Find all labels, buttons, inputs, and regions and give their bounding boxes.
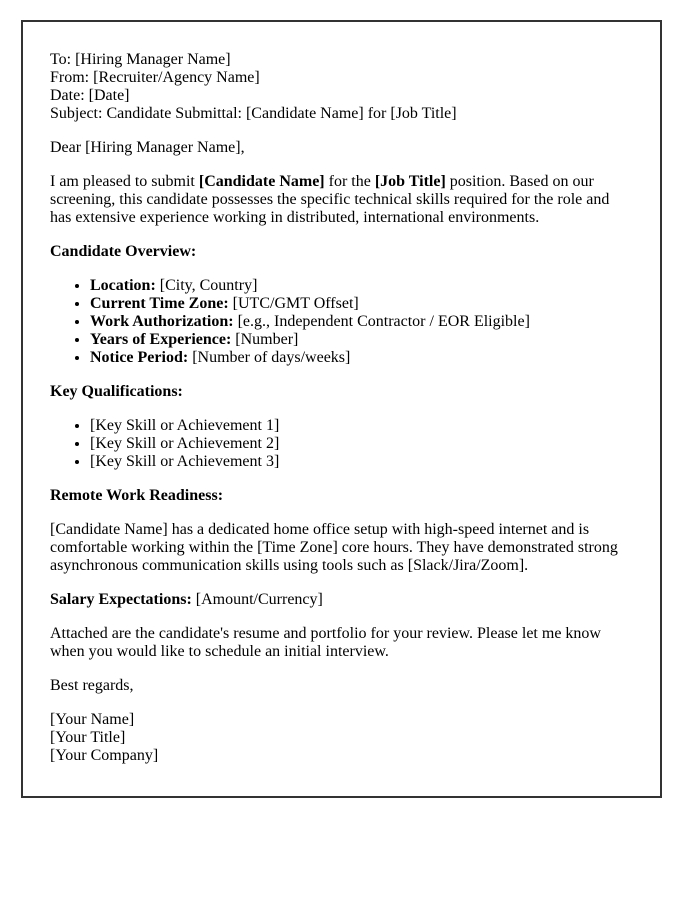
list-item-label: Work Authorization: bbox=[90, 313, 234, 330]
sign-off: Best regards, bbox=[50, 677, 134, 694]
signature-title: [Your Title] bbox=[50, 729, 126, 746]
list-item-label: Years of Experience: bbox=[90, 331, 232, 348]
list-item-skill-1: • [Key Skill or Achievement 1] bbox=[90, 417, 632, 435]
signature-block bbox=[50, 711, 632, 765]
salutation: Dear [Hiring Manager Name], bbox=[50, 139, 245, 156]
salary-expectations-value: [Amount/Currency] bbox=[191, 591, 323, 608]
job-title-placeholder: [Job Title] bbox=[374, 173, 446, 190]
list-item-value: [UTC/GMT Offset] bbox=[228, 295, 359, 312]
list-item-notice-period bbox=[90, 349, 632, 367]
intro-text-2: for the bbox=[324, 173, 375, 190]
signature-name: [Your Name] bbox=[50, 711, 135, 728]
list-item-value: [Number of days/weeks] bbox=[188, 349, 351, 366]
closing-paragraph: Attached are the candidate's resume and portfolio for your review. Please let me know when you would like to schedule an initial interview. bbox=[50, 625, 601, 660]
intro-text-1: I am pleased to submit bbox=[50, 173, 199, 190]
list-item-label: Current Time Zone: bbox=[90, 295, 229, 312]
key-qualifications-heading bbox=[50, 383, 632, 401]
subject-line: Subject: Candidate Submittal: [Candidate Name] for [Job Title] bbox=[50, 105, 457, 122]
candidate-overview-heading-text: Candidate Overview: bbox=[50, 243, 197, 260]
list-item-label: Location: bbox=[90, 277, 156, 294]
list-item-timezone bbox=[90, 295, 632, 313]
salary-expectations-line bbox=[50, 591, 632, 609]
to-line: To: [Hiring Manager Name] bbox=[50, 51, 231, 68]
candidate-overview-heading bbox=[50, 243, 632, 261]
list-item-label: Notice Period: bbox=[90, 349, 189, 366]
list-item-value: [Number] bbox=[231, 331, 299, 348]
remote-work-heading-text: Remote Work Readiness: bbox=[50, 487, 224, 504]
salary-expectations-label: Salary Expectations: bbox=[50, 591, 192, 608]
remote-work-paragraph: [Candidate Name] has a dedicated home office setup with high-speed internet and is comfortable working within the [Time Zone] core hours. They have demonstrated strong asynchronous communication skills using tools such as [Slack/Jira/Zoom]. bbox=[50, 521, 618, 574]
list-item-location bbox=[90, 277, 632, 295]
list-item-value: [e.g., Independent Contractor / EOR Eligible] bbox=[233, 313, 530, 330]
letter-document bbox=[21, 20, 662, 798]
list-item-skill-3: • [Key Skill or Achievement 3] bbox=[90, 453, 632, 471]
candidate-overview-list bbox=[50, 277, 632, 367]
recipient-block bbox=[50, 51, 632, 123]
list-item-work-authorization bbox=[90, 313, 632, 331]
intro-text-3: position. Based on our screening, this candidate possesses the specific technical skills required for the role and has extensive experience working in distributed, international environments. bbox=[50, 173, 610, 226]
list-item-experience bbox=[90, 331, 632, 349]
key-qualifications-heading-text: Key Qualifications: bbox=[50, 383, 183, 400]
list-item-skill-2: • [Key Skill or Achievement 2] bbox=[90, 435, 632, 453]
candidate-name-placeholder: [Candidate Name] bbox=[198, 173, 325, 190]
from-line: From: [Recruiter/Agency Name] bbox=[50, 69, 260, 86]
intro-paragraph bbox=[50, 173, 632, 227]
date-line: Date: [Date] bbox=[50, 87, 130, 104]
list-item-value: [City, Country] bbox=[155, 277, 258, 294]
signature-company: [Your Company] bbox=[50, 747, 159, 764]
key-qualifications-list bbox=[50, 417, 632, 471]
remote-work-heading bbox=[50, 487, 632, 505]
